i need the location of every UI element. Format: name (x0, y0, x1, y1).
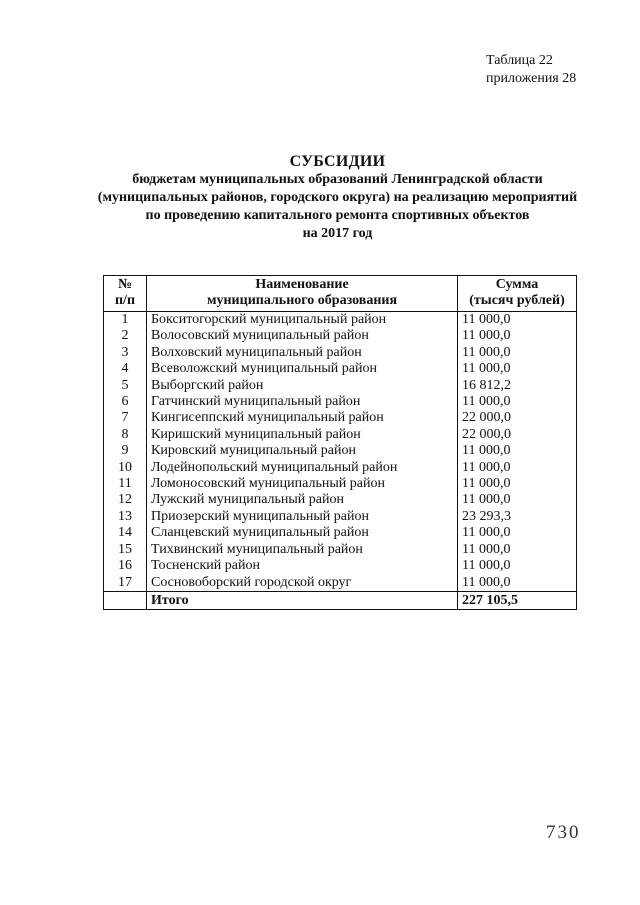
table-row (104, 328, 577, 344)
row-number: 6 (104, 394, 147, 410)
row-name: Бокситогорский муниципальный район (147, 312, 458, 329)
row-name: Тосненский район (147, 558, 458, 574)
row-number: 2 (104, 328, 147, 344)
row-number: 13 (104, 509, 147, 525)
row-number: 9 (104, 443, 147, 459)
header-name (147, 276, 458, 312)
row-number: 17 (104, 575, 147, 592)
row-sum: 11 000,0 (458, 328, 577, 344)
row-sum: 11 000,0 (458, 460, 577, 476)
row-sum: 11 000,0 (458, 345, 577, 361)
row-sum: 11 000,0 (458, 443, 577, 459)
table-row (104, 378, 577, 394)
heading-line: (муниципальных районов, городского округа) на реализацию мероприятий (97, 190, 578, 205)
table-row (104, 476, 577, 492)
row-name: Волховский муниципальный район (147, 345, 458, 361)
row-sum: 11 000,0 (458, 575, 577, 592)
row-sum: 23 293,3 (458, 509, 577, 525)
row-number: 10 (104, 460, 147, 476)
table-row (104, 361, 577, 377)
heading-line: бюджетам муниципальных образований Ленинградской области (132, 172, 543, 187)
header-text: муниципального образования (206, 293, 398, 308)
row-number: 7 (104, 410, 147, 426)
row-sum: 22 000,0 (458, 410, 577, 426)
table-row (104, 345, 577, 361)
row-name: Лужский муниципальный район (147, 492, 458, 508)
row-sum: 11 000,0 (458, 542, 577, 558)
total-label: Итого (147, 591, 458, 609)
table-row (104, 427, 577, 443)
document-heading (70, 152, 605, 243)
row-number: 11 (104, 476, 147, 492)
total-empty-cell (104, 591, 147, 609)
reference-line: приложения 28 (486, 71, 577, 86)
row-name: Лодейнопольский муниципальный район (147, 460, 458, 476)
row-number: 5 (104, 378, 147, 394)
table-row (104, 410, 577, 426)
heading-line: по проведению капитального ремонта спортивных объектов (145, 208, 530, 223)
row-name: Кингисеппский муниципальный район (147, 410, 458, 426)
header-text: Наименование (255, 277, 349, 292)
table-header-row (104, 276, 577, 312)
row-sum: 16 812,2 (458, 378, 577, 394)
row-number: 14 (104, 525, 147, 541)
row-name: Всеволожский муниципальный район (147, 361, 458, 377)
row-sum: 11 000,0 (458, 476, 577, 492)
heading-line: на 2017 год (302, 226, 373, 241)
header-text: п/п (114, 293, 136, 308)
row-sum: 11 000,0 (458, 525, 577, 541)
table-body (104, 312, 577, 610)
row-number: 4 (104, 361, 147, 377)
row-sum: 11 000,0 (458, 394, 577, 410)
subsidies-table (103, 275, 577, 610)
row-number: 1 (104, 312, 147, 329)
table-row (104, 509, 577, 525)
row-name: Тихвинский муниципальный район (147, 542, 458, 558)
row-sum: 11 000,0 (458, 361, 577, 377)
header-sum (458, 276, 577, 312)
row-number: 12 (104, 492, 147, 508)
row-name: Выборгский район (147, 378, 458, 394)
total-sum: 227 105,5 (458, 591, 577, 609)
row-name: Кировский муниципальный район (147, 443, 458, 459)
row-name: Сланцевский муниципальный район (147, 525, 458, 541)
table-row (104, 394, 577, 410)
table-row (104, 460, 577, 476)
row-name: Приозерский муниципальный район (147, 509, 458, 525)
table-row (104, 575, 577, 592)
row-sum: 11 000,0 (458, 312, 577, 329)
header-number (104, 276, 147, 312)
total-row (104, 591, 577, 609)
header-text: Сумма (495, 277, 539, 292)
row-number: 15 (104, 542, 147, 558)
table-row (104, 558, 577, 574)
row-name: Гатчинский муниципальный район (147, 394, 458, 410)
row-sum: 11 000,0 (458, 492, 577, 508)
page-number: 730 (546, 822, 581, 843)
header-text: № (117, 277, 133, 292)
table-row (104, 525, 577, 541)
row-name: Ломоносовский муниципальный район (147, 476, 458, 492)
header-text: (тысяч рублей) (469, 293, 565, 308)
row-number: 8 (104, 427, 147, 443)
row-name: Киришский муниципальный район (147, 427, 458, 443)
table-row (104, 312, 577, 329)
row-name: Сосновоборский городской округ (147, 575, 458, 592)
reference-line: Таблица 22 (486, 53, 553, 68)
table-row (104, 492, 577, 508)
table-row (104, 443, 577, 459)
table-row (104, 542, 577, 558)
row-number: 16 (104, 558, 147, 574)
row-number: 3 (104, 345, 147, 361)
row-sum: 22 000,0 (458, 427, 577, 443)
heading-title: СУБСИДИИ (289, 153, 386, 170)
row-sum: 11 000,0 (458, 558, 577, 574)
row-name: Волосовский муниципальный район (147, 328, 458, 344)
table-reference (486, 52, 576, 88)
